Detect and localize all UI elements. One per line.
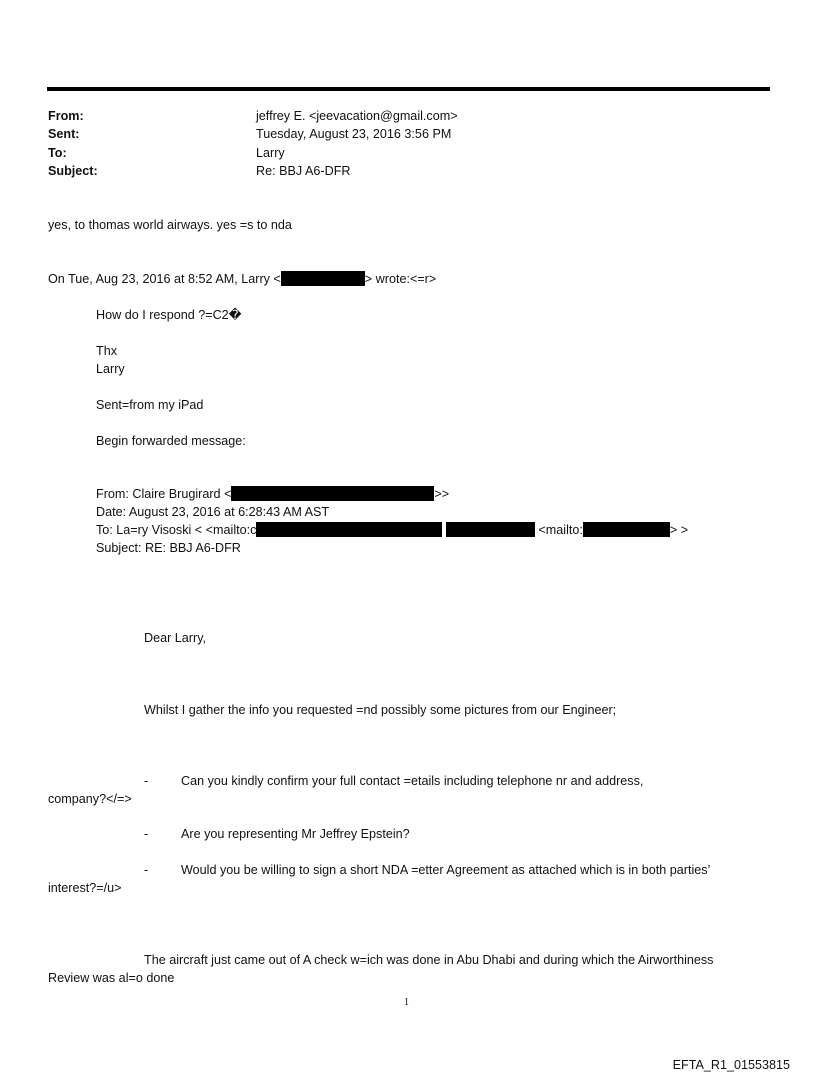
bullet-marker: - [144, 863, 149, 877]
signature-larry: Larry [96, 362, 125, 376]
sent-value: Tuesday, August 23, 2016 3:56 PM [256, 127, 452, 141]
bullet-item: Can you kindly confirm your full contact =etails including telephone nr and address, [181, 774, 644, 788]
quote-intro-prefix: On Tue, Aug 23, 2016 at 8:52 AM, Larry < [48, 272, 281, 286]
forwarded-date-line: Date: August 23, 2016 at 6:28:43 AM AST [96, 505, 330, 519]
document-id: EFTA_R1_01553815 [672, 1058, 790, 1072]
subject-value: Re: BBJ A6-DFR [256, 164, 351, 178]
bullet-item: Are you representing Mr Jeffrey Epstein? [181, 827, 410, 841]
sent-from-line: Sent=from my iPad [96, 398, 204, 412]
redaction-box [583, 522, 670, 537]
redaction-box [231, 486, 434, 501]
bullet-item: Would you be willing to sign a short NDA =etter Agreement as attached which is in both parties’ [181, 863, 711, 877]
aircraft-paragraph-continuation: Review was al=o done [48, 971, 175, 985]
bullet-continuation: interest?=/u> [48, 881, 122, 895]
from-value: jeffrey E. <jeevacation@gmail.com> [256, 109, 458, 123]
thx-line: Thx [96, 344, 117, 358]
greeting: Dear Larry, [144, 631, 207, 645]
forwarded-to-mailto: <mailto: [538, 523, 583, 537]
quote-intro-suffix: > wrote:<=r> [364, 272, 437, 286]
reply-text: yes, to thomas world airways. yes =s to nda [48, 218, 292, 232]
aircraft-paragraph: The aircraft just came out of A check w=ich was done in Abu Dhabi and during which the Airworthiness [144, 953, 714, 967]
to-value: Larry [256, 146, 285, 160]
forwarded-from-prefix: From: Claire Brugirard < [96, 487, 232, 501]
forwarded-to-suffix: > > [669, 523, 689, 537]
header-divider [47, 87, 770, 91]
page-number: 1 [404, 997, 409, 1008]
to-label: To: [48, 146, 67, 160]
quote-intro [48, 270, 436, 288]
forwarded-from-line [96, 485, 449, 503]
forwarded-to-line [96, 521, 688, 539]
from-label: From: [48, 109, 84, 123]
bullet-marker: - [144, 774, 149, 788]
intro-paragraph: Whilst I gather the info you requested =nd possibly some pictures from our Engineer; [144, 703, 617, 717]
forwarded-from-suffix: >> [434, 487, 450, 501]
forwarded-subject-line: Subject: RE: BBJ A6-DFR [96, 541, 241, 555]
bullet-marker: - [144, 827, 149, 841]
subject-label: Subject: [48, 164, 98, 178]
sent-label: Sent: [48, 127, 80, 141]
begin-forwarded-line: Begin forwarded message: [96, 434, 246, 448]
forwarded-to-prefix: To: La=ry Visoski < <mailto:c [96, 523, 257, 537]
respond-line: How do I respond ?=C2� [96, 308, 242, 322]
redaction-box [446, 522, 535, 537]
redaction-box [256, 522, 442, 537]
redaction-box [281, 271, 365, 286]
bullet-continuation: company?</=> [48, 792, 132, 806]
